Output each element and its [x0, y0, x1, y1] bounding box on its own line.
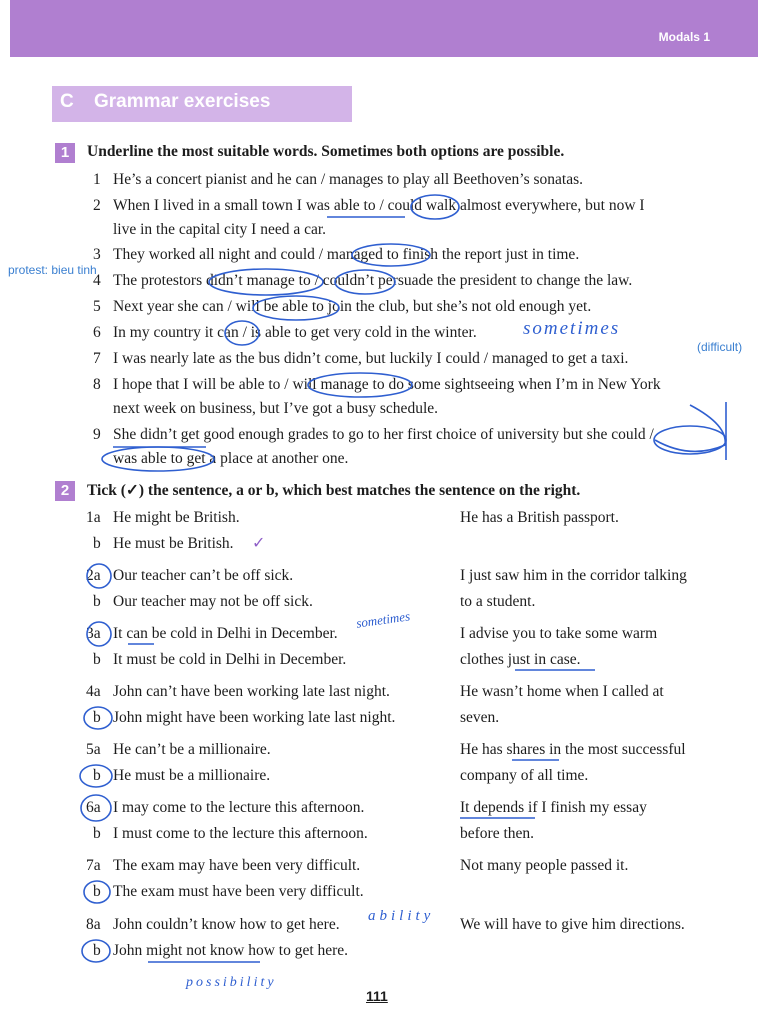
ex2-option-a: He might be British. [113, 509, 240, 526]
ex2-option-label: b [93, 883, 101, 900]
ex2-option-label: b [93, 535, 101, 552]
margin-note-protest: protest: bieu tinh [8, 263, 97, 277]
pen-circle [411, 195, 459, 219]
exercise-2-instruction: Tick (✓) the sentence, a or b, which best matches the sentence on the right. [87, 482, 581, 499]
ex2-option-a: Our teacher can’t be off sick. [113, 567, 294, 584]
pen-circle [253, 296, 339, 320]
ex2-option-a: John can’t have been working late last night. [113, 683, 390, 700]
ex2-context-sentence: We will have to give him directions. [460, 916, 685, 933]
ex1-item-number: 8 [93, 376, 101, 393]
ex2-option-b: He must be a millionaire. [113, 767, 271, 784]
ex1-item-line: I hope that I will be able to / will manage to do some sightseeing when I’m in New York [113, 376, 661, 393]
ex2-context-sentence: Not many people passed it. [460, 857, 629, 874]
ex2-option-label: 3a [86, 625, 101, 642]
ex2-option-label: b [93, 767, 101, 784]
pen-circle [352, 244, 430, 266]
pen-circle [102, 447, 214, 471]
ex2-option-label: b [93, 942, 101, 959]
ex1-item-line: was able to get a place at another one. [113, 450, 349, 467]
ex2-option-a: It can be cold in Delhi in December. [113, 625, 338, 642]
pen-circle [84, 881, 110, 903]
ex2-option-b: Our teacher may not be off sick. [113, 593, 313, 610]
ex1-item-line: They worked all night and could / managed to finish the report just in time. [113, 246, 580, 263]
ex2-context-sentence: I advise you to take some warm [460, 625, 658, 642]
section-title: Grammar exercises [94, 91, 271, 112]
ex2-option-a: I may come to the lecture this afternoon. [113, 799, 365, 816]
ex2-context-sentence: clothes just in case. [460, 651, 581, 668]
ex1-item-number: 5 [93, 298, 101, 315]
pen-circle [209, 269, 323, 295]
pen-circle [80, 765, 112, 787]
ex1-item-number: 1 [93, 171, 101, 188]
ex2-option-b: The exam must have been very difficult. [113, 883, 364, 900]
exercise-1-instruction: Underline the most suitable words. Sometimes both options are possible. [87, 143, 565, 160]
pen-circle [87, 564, 111, 588]
ex2-option-b: It must be cold in Delhi in December. [113, 651, 347, 668]
pen-bracket [655, 405, 725, 451]
ex2-option-label: b [93, 825, 101, 842]
ex2-option-b: He must be British. [113, 535, 234, 552]
ex2-context-sentence: seven. [460, 709, 500, 726]
exercise-2-number: 2 [55, 481, 75, 501]
ex2-option-a: John couldn’t know how to get here. [113, 916, 340, 933]
ex2-context-sentence: He wasn’t home when I called at [460, 683, 664, 700]
ex1-item-line: When I lived in a small town I was able to / could walk almost everywhere, but now I [113, 197, 645, 214]
ex1-item-number: 6 [93, 324, 101, 341]
ex2-context-sentence: before then. [460, 825, 535, 842]
handwritten-sometimes: sometimes [523, 318, 621, 339]
ex1-item-line: She didn’t get good enough grades to go to her first choice of university but she could / [113, 426, 654, 443]
margin-note-difficult: (difficult) [697, 340, 743, 354]
ex2-option-label: b [93, 651, 101, 668]
pen-circle [654, 426, 726, 454]
handwritten-possibility: possibility [186, 975, 277, 990]
ex1-item-line: The protestors didn’t manage to / couldn’t persuade the president to change the law. [113, 272, 633, 289]
ex2-context-sentence: He has a British passport. [460, 509, 619, 526]
handwritten-ability: ability [368, 908, 435, 924]
ex2-option-b: I must come to the lecture this afternoon. [113, 825, 368, 842]
ex2-option-label: 5a [86, 741, 101, 758]
ex2-option-label: b [93, 593, 101, 610]
ex1-item-number: 4 [93, 272, 101, 289]
pen-circle [84, 707, 112, 729]
ex2-context-sentence: It depends if I finish my essay [460, 799, 647, 816]
ex2-option-a: He can’t be a millionaire. [113, 741, 271, 758]
ex1-item-number: 7 [93, 350, 101, 367]
pen-circle [335, 270, 395, 294]
handwritten-sometimes: sometimes [355, 608, 411, 631]
pen-circle [308, 373, 412, 397]
ex2-context-sentence: He has shares in the most successful [460, 741, 686, 758]
ex1-item-number: 2 [93, 197, 101, 214]
ex2-option-b: John might not know how to get here. [113, 942, 349, 959]
ex2-context-sentence: company of all time. [460, 767, 589, 784]
ex1-item-line: next week on business, but I’ve got a busy schedule. [113, 400, 439, 417]
section-letter: C [60, 91, 74, 112]
ex1-item-line: Next year she can / will be able to join the club, but she’s not old enough yet. [113, 298, 592, 315]
ex2-option-label: 2a [86, 567, 101, 584]
ex1-item-number: 9 [93, 426, 101, 443]
ex2-context-sentence: to a student. [460, 593, 536, 610]
ex1-item-number: 3 [93, 246, 101, 263]
ex2-option-label: 7a [86, 857, 101, 874]
ex1-item-line: He’s a concert pianist and he can / manages to play all Beethoven’s sonatas. [113, 171, 584, 188]
ex2-option-a: The exam may have been very difficult. [113, 857, 361, 874]
exercise-1-number: 1 [55, 143, 75, 163]
ex2-option-label: b [93, 709, 101, 726]
ex2-option-b: John might have been working late last night. [113, 709, 396, 726]
pen-circle [225, 321, 259, 345]
ex1-item-line: I was nearly late as the bus didn’t come, but luckily I could / managed to get a taxi. [113, 350, 629, 367]
pen-circle [81, 795, 111, 821]
ex2-option-label: 6a [86, 799, 101, 816]
ex2-option-label: 8a [86, 916, 101, 933]
header-section-label: Modals 1 [658, 30, 710, 44]
pen-circle [82, 940, 110, 962]
ex2-option-label: 1a [86, 509, 101, 526]
ex1-item-line: live in the capital city I need a car. [113, 221, 327, 238]
pen-circle [87, 622, 111, 646]
ex1-item-line: In my country it can / is able to get very cold in the winter. [113, 324, 477, 341]
ex2-option-label: 4a [86, 683, 101, 700]
ex2-context-sentence: I just saw him in the corridor talking [460, 567, 687, 584]
tick-mark: ✓ [252, 535, 266, 552]
page-number: 111 [366, 988, 388, 1004]
